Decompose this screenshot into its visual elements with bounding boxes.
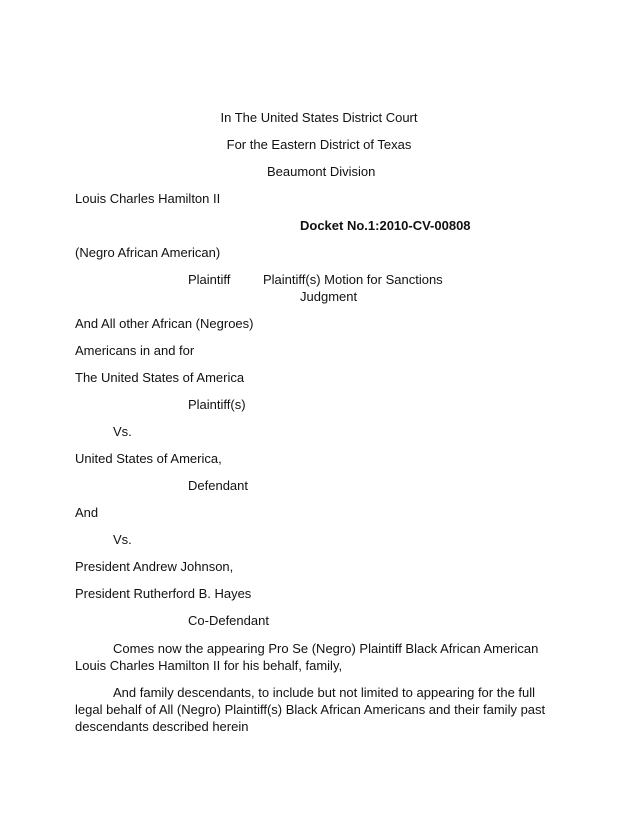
versus-1: Vs.	[113, 424, 132, 439]
defendant-role: Defendant	[188, 478, 248, 493]
motion-subtitle: Judgment	[300, 289, 358, 304]
docket-number: Docket No.1:2010-CV-00808	[300, 218, 471, 233]
court-division: Beaumont Division	[267, 164, 376, 179]
other-plaintiffs-line1: And All other African (Negroes)	[75, 316, 254, 331]
plaintiff-role: Plaintiff	[188, 272, 231, 287]
plaintiff-name: Louis Charles Hamilton II	[75, 191, 221, 206]
other-plaintiffs-line3: The United States of America	[75, 370, 245, 385]
court-title: In The United States District Court	[220, 110, 418, 125]
versus-2: Vs.	[113, 532, 132, 547]
codefendant-name-1: President Andrew Johnson,	[75, 559, 234, 574]
body-paragraph-1: Comes now the appearing Pro Se (Negro) Plaintiff Black African American Louis Charles Hamilton II for his behalf, family,	[75, 641, 539, 673]
motion-title: Plaintiff(s) Motion for Sanctions	[263, 272, 443, 287]
plaintiff-descriptor: (Negro African American)	[75, 245, 221, 260]
codefendant-role: Co-Defendant	[188, 613, 269, 628]
and-text: And	[75, 505, 99, 520]
codefendant-name-2: President Rutherford B. Hayes	[75, 586, 252, 601]
defendant-name: United States of America,	[75, 451, 222, 466]
other-plaintiffs-line2: Americans in and for	[75, 343, 195, 358]
body-paragraph-2: And family descendants, to include but not limited to appearing for the full legal behalf of All (Negro) Plaintiff(s) Black African Americans and their family past descendants described herein	[75, 685, 546, 734]
other-plaintiffs-role: Plaintiff(s)	[188, 397, 246, 412]
court-district: For the Eastern District of Texas	[226, 137, 412, 152]
